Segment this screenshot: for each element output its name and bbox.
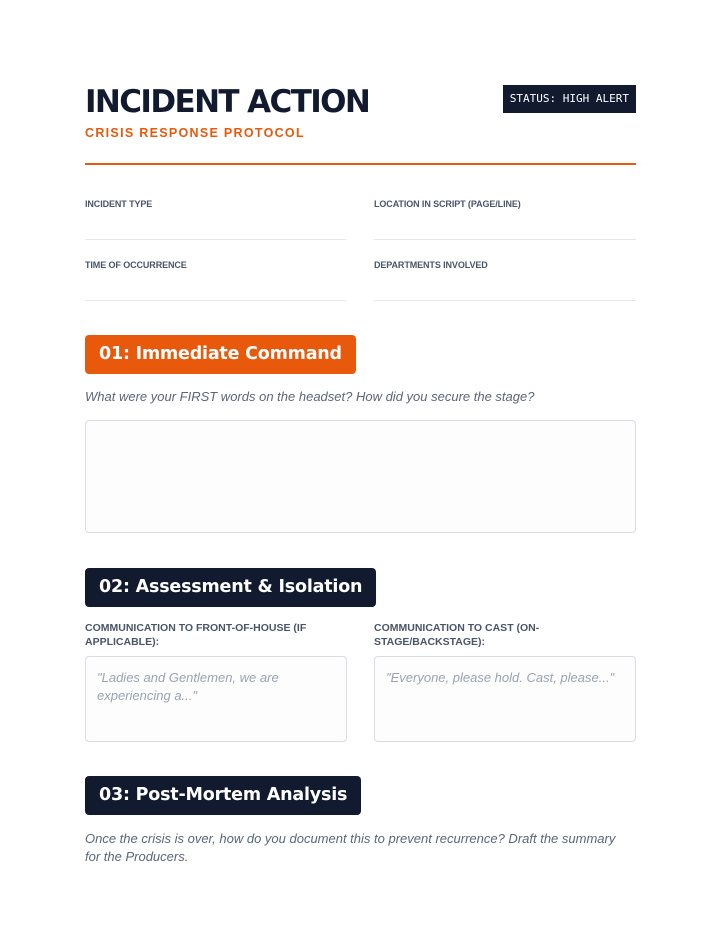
status-badge: STATUS: HIGH ALERT: [503, 85, 636, 113]
section-1-heading: 01: Immediate Command: [85, 335, 356, 374]
departments-field[interactable]: [374, 226, 636, 301]
foh-communication-textarea[interactable]: [85, 656, 347, 742]
departments-label: DEPARTMENTS INVOLVED: [374, 260, 488, 270]
section-1-prompt: What were your FIRST words on the headset? How did you secure the stage?: [85, 389, 535, 404]
page-title: INCIDENT ACTION: [85, 84, 370, 120]
document-header: [85, 0, 636, 165]
section-3-heading: 03: Post-Mortem Analysis: [85, 776, 361, 815]
foh-communication-label: COMMUNICATION TO FRONT-OF-HOUSE (IF APPLICABLE):: [85, 622, 307, 648]
incident-type-label: INCIDENT TYPE: [85, 199, 153, 209]
foh-placeholder: "Ladies and Gentlemen, we are experiencing a...": [97, 670, 279, 703]
section-2-heading: 02: Assessment & Isolation: [85, 568, 376, 607]
cast-communication-textarea[interactable]: [374, 656, 636, 742]
immediate-command-textarea[interactable]: [85, 420, 636, 533]
time-label: TIME OF OCCURRENCE: [85, 260, 187, 270]
section-3-prompt: Once the crisis is over, how do you document this to prevent recurrence? Draft the summary for the Producers.: [85, 831, 616, 864]
time-field[interactable]: [85, 226, 346, 301]
page-subtitle: CRISIS RESPONSE PROTOCOL: [85, 126, 305, 140]
location-label: LOCATION IN SCRIPT (PAGE/LINE): [374, 199, 521, 209]
cast-placeholder: "Everyone, please hold. Cast, please...": [386, 670, 615, 685]
incident-action-page: [85, 0, 636, 864]
cast-communication-label: COMMUNICATION TO CAST (ON-STAGE/BACKSTAGE):: [374, 622, 540, 648]
